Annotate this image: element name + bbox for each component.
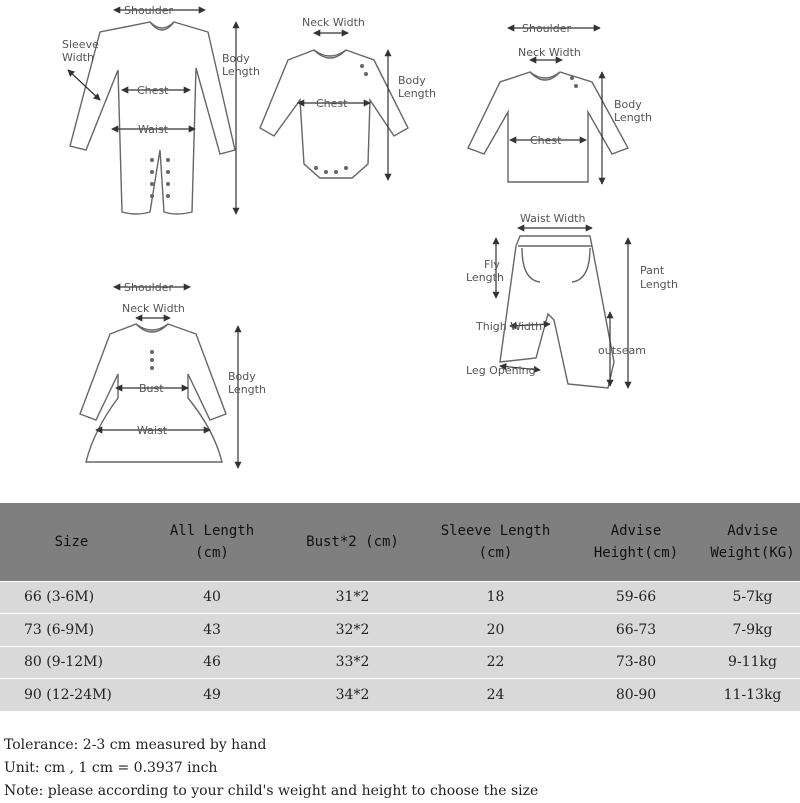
header-bust: Bust*2 (cm): [306, 533, 399, 550]
bodysuit-chest-label: Chest: [316, 97, 348, 110]
cell-sleeve-length: 24: [486, 687, 505, 703]
table-row: [0, 581, 800, 614]
shirt-body-label-2: Length: [614, 111, 652, 124]
unit-note: Unit: cm , 1 cm = 0.3937 inch: [4, 760, 218, 776]
dress-bust-label: Bust: [139, 382, 164, 395]
shirt-chest-label: Chest: [530, 134, 562, 147]
shirt-shoulder-label: Shoulder: [522, 22, 571, 35]
cell-all-length: 43: [203, 621, 221, 638]
dress-body-label-2: Length: [228, 383, 266, 396]
tolerance-note: Tolerance: 2-3 cm measured by hand: [4, 737, 267, 753]
romper-shoulder-label: Shoulder: [124, 4, 173, 17]
bodysuit-diagram: [260, 16, 436, 180]
size-advice-note: Note: please according to your child's weight and height to choose the size: [4, 783, 539, 799]
cell-advise-weight: 11-13kg: [723, 687, 782, 703]
dress-body-label-1: Body: [228, 370, 256, 383]
cell-sleeve-length: 18: [486, 589, 505, 606]
dress-shoulder-label: Shoulder: [124, 281, 173, 294]
cell-advise-height: 80-90: [615, 687, 657, 703]
cell-all-length: 40: [203, 589, 221, 606]
bodysuit-neck-label: Neck Width: [302, 16, 365, 29]
cell-size: 66 (3-6M): [24, 589, 95, 606]
pants-fly-label-1: Fly: [484, 258, 500, 271]
shirt-neck-label: Neck Width: [518, 46, 581, 59]
header-advise-weight: Advise Weight(KG): [710, 522, 795, 561]
romper-waist-label: Waist: [138, 123, 169, 136]
cell-size: 73 (6-9M): [24, 621, 95, 638]
header-size: Size: [54, 533, 89, 550]
cell-advise-weight: 7-9kg: [732, 621, 773, 638]
cell-advise-weight: 5-7kg: [732, 589, 773, 606]
dress-waist-label: Waist: [137, 424, 168, 437]
header-all-length: All Length (cm): [169, 522, 255, 561]
romper-body-label-2: Length: [222, 65, 260, 78]
cell-sleeve-length: 22: [486, 654, 505, 671]
bodysuit-body-label-2: Length: [398, 87, 436, 100]
romper-chest-label: Chest: [137, 84, 169, 97]
cell-advise-height: 73-80: [615, 654, 657, 671]
cell-advise-weight: 9-11kg: [728, 654, 777, 671]
header-sleeve-length: Sleeve Length (cm): [440, 522, 551, 561]
size-table: [0, 503, 800, 711]
pants-fly-label-2: Length: [466, 271, 504, 284]
cell-size: 80 (9-12M): [24, 654, 103, 671]
pants-pant-label-1: Pant: [640, 264, 665, 277]
table-row: [0, 679, 800, 712]
dress-neck-label: Neck Width: [122, 302, 185, 315]
notes: [4, 734, 794, 803]
cell-all-length: 46: [203, 654, 221, 671]
bodysuit-body-label-1: Body: [398, 74, 426, 87]
cell-advise-height: 66-73: [615, 621, 657, 638]
pants-pant-label-2: Length: [640, 278, 678, 291]
header-advise-height: Advise Height(cm): [593, 522, 679, 561]
pants-leg-label: Leg Opening: [466, 364, 536, 377]
cell-bust: 34*2: [335, 687, 370, 703]
cell-size: 90 (12-24M): [24, 687, 112, 703]
romper-body-label-1: Body: [222, 52, 250, 65]
pants-thigh-label: Thigh Width: [476, 320, 543, 333]
shirt-body-label-1: Body: [614, 98, 642, 111]
pants-outseam-label: outseam: [598, 344, 646, 357]
romper-sleeve-label-2: Width: [62, 51, 94, 64]
cell-advise-height: 59-66: [615, 589, 657, 606]
pants-diagram: [466, 212, 678, 388]
cell-all-length: 49: [203, 687, 221, 703]
cell-sleeve-length: 20: [486, 621, 505, 638]
cell-bust: 33*2: [335, 654, 370, 671]
table-row: [0, 614, 800, 647]
cell-bust: 31*2: [335, 589, 370, 606]
shirt-diagram: [468, 22, 652, 184]
dress-diagram: [80, 281, 266, 468]
cell-bust: 32*2: [335, 621, 370, 638]
table-row: [0, 646, 800, 679]
table-header-row: [0, 503, 800, 581]
pants-waist-label: Waist Width: [520, 212, 586, 225]
romper-diagram: [62, 4, 260, 214]
romper-sleeve-label-1: Sleeve: [62, 38, 99, 51]
